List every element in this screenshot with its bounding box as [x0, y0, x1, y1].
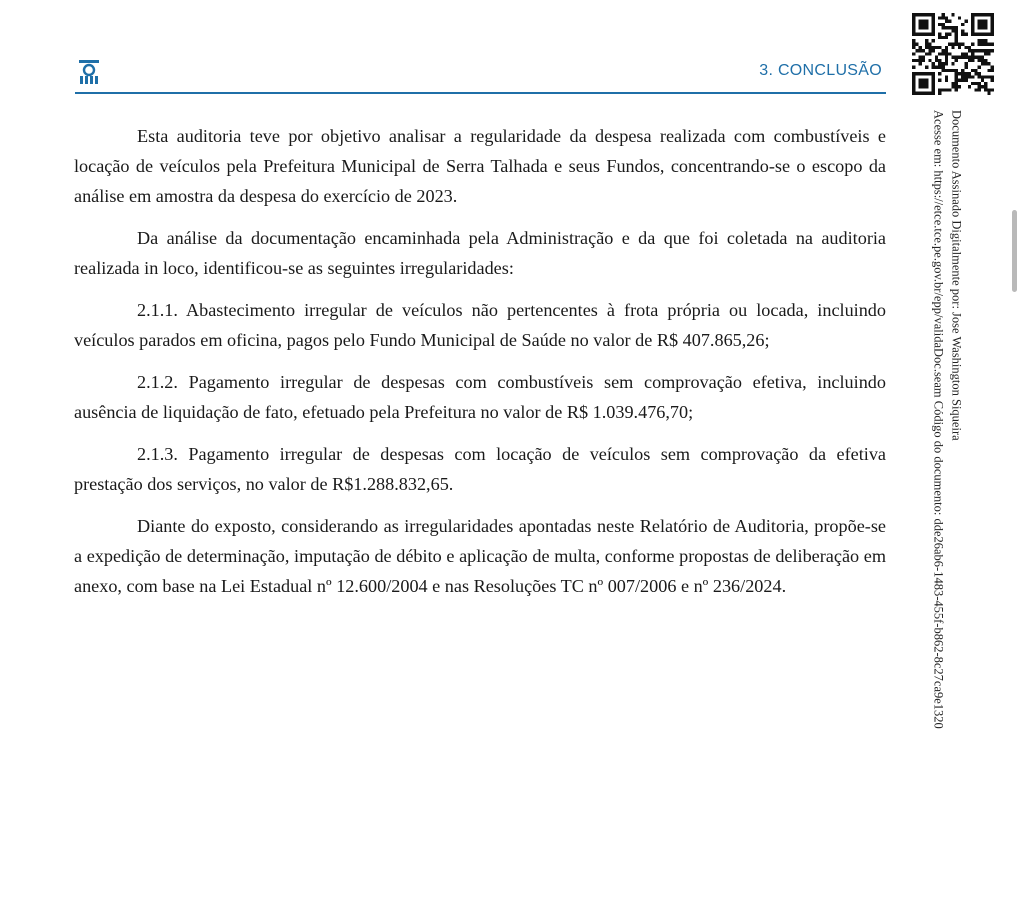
irregularity-item-2-1-2: 2.1.2. Pagamento irregular de despesas com combustíveis sem comprovação efetiva, incluindo ausência de liquidação de fato, efetuado pela Prefeitura no valor de R$ 1.039.476,70; — [74, 372, 886, 422]
irregularity-item-2-1-1: 2.1.1. Abastecimento irregular de veículos não pertencentes à frota própria ou locada, incluindo veículos parados em oficina, pagos pelo Fundo Municipal de Saúde no valor de R$ 407.865,26; — [74, 300, 886, 350]
analysis-paragraph: Da análise da documentação encaminhada pela Administração e da que foi coletada na auditoria realizada in loco, identificou-se as seguintes irregularidades: — [74, 228, 886, 278]
signature-stamp — [920, 110, 970, 830]
qr-code[interactable] — [912, 13, 994, 95]
tce-logo-icon — [79, 60, 99, 84]
validation-line: Acesse em: https://etce.tce.pe.gov.br/epp/validaDoc.seam Código do documento: dde26ab6-1483-455f-b862-8c27ca9e1320 — [931, 110, 946, 729]
intro-paragraph: Esta auditoria teve por objetivo analisar a regularidade da despesa realizada com combustíveis e locação de veículos pela Prefeitura Municipal de Serra Talhada e seus Fundos, concentrando-se o escopo da análise em amostra da despesa do exercício de 2023. — [74, 126, 886, 206]
scrollbar-thumb[interactable] — [1012, 210, 1017, 292]
header-divider — [75, 92, 886, 94]
signature-line: Documento Assinado Digitalmente por: Jose Washington Siqueira — [949, 110, 964, 441]
document-body — [74, 121, 886, 613]
conclusion-paragraph: Diante do exposto, considerando as irregularidades apontadas neste Relatório de Auditoria, propõe-se a expedição de determinação, imputação de débito e aplicação de multa, conforme propostas de deliberação em anexo, com base na Lei Estadual nº 12.600/2004 e nas Resoluções TC nº 007/2006 e nº 236/2024. — [74, 516, 886, 596]
irregularity-item-2-1-3: 2.1.3. Pagamento irregular de despesas com locação de veículos sem comprovação da efetiva prestação dos serviços, no valor de R$1.288.832,65. — [74, 444, 886, 494]
section-title: 3. CONCLUSÃO — [759, 62, 882, 79]
